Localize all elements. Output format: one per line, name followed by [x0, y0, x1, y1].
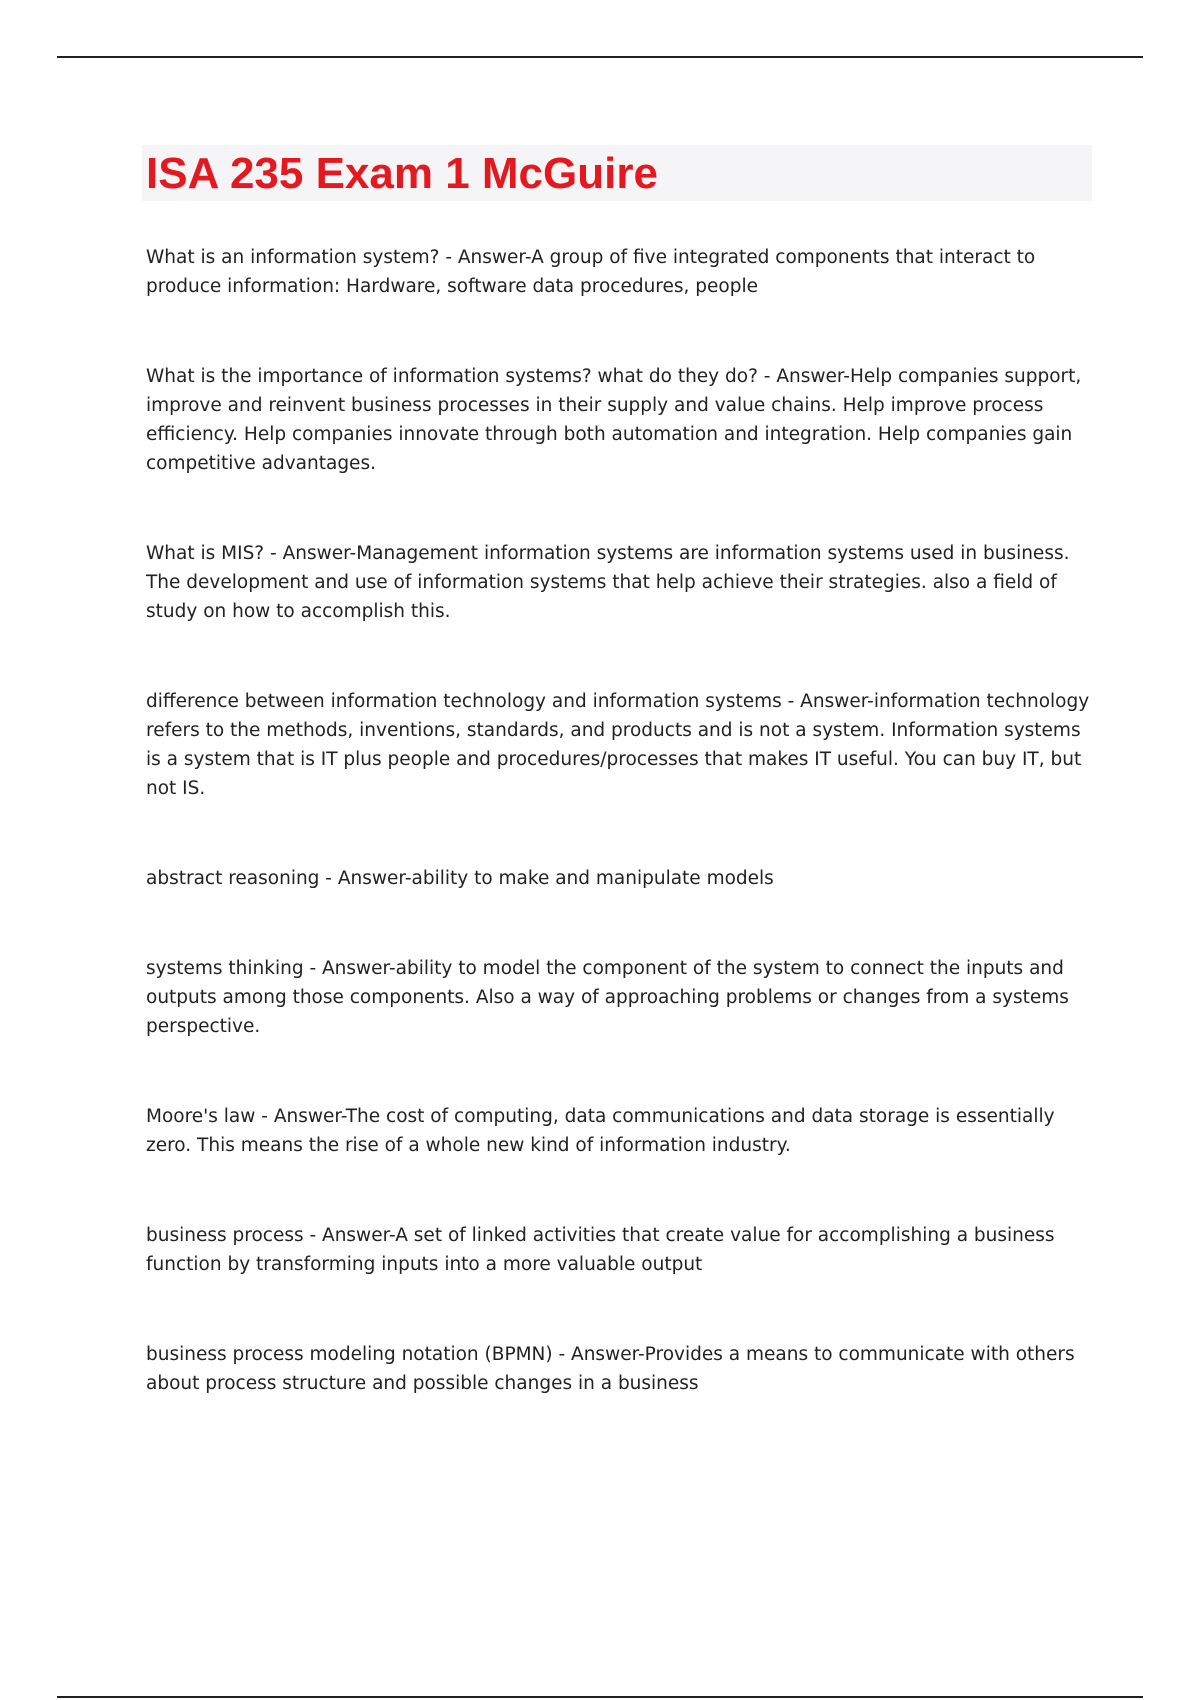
qa-entry-moores-law: Moore's law - Answer-The cost of computing, data communications and data storage is essentially zero. This means the rise of a whole new kind of information industry.	[146, 1106, 1055, 1156]
qa-entry-abstract-reasoning: abstract reasoning - Answer-ability to make and manipulate models	[146, 868, 774, 889]
qa-entry-information-system: What is an information system? - Answer-A group of five integrated components that interact to produce information: Hardware, software data procedures, people	[146, 247, 1036, 297]
top-rule	[57, 56, 1143, 58]
qa-entry-systems-thinking: systems thinking - Answer-ability to model the component of the system to connect the inputs and outputs among those components. Also a way of approaching problems or changes from a systems perspective.	[146, 958, 1069, 1037]
qa-entry-mis: What is MIS? - Answer-Management information systems are information systems used in business. The development and use of information systems that help achieve their strategies. also a field of study on how to accomplish this.	[146, 543, 1070, 622]
qa-entry-it-vs-is: difference between information technology and information systems - Answer-information technology refers to the methods, inventions, standards, and products and is not a system. Information systems is a system that is IT plus people and procedures/processes that makes IT useful. You can buy IT, but not IS.	[146, 691, 1090, 799]
document-title: ISA 235 Exam 1 McGuire	[146, 149, 658, 198]
qa-entry-business-process: business process - Answer-A set of linked activities that create value for accomplishing a business function by transforming inputs into a more valuable output	[146, 1225, 1055, 1275]
qa-entry-importance-of-is: What is the importance of information systems? what do they do? - Answer-Help companies support, improve and reinvent business processes in their supply and value chains. Help improve process efficiency. Help companies innovate through both automation and integration. Help companies gain competitive advantages.	[146, 366, 1082, 474]
qa-list	[146, 243, 1096, 1459]
qa-entry-bpmn: business process modeling notation (BPMN) - Answer-Provides a means to communicate with others about process structure and possible changes in a business	[146, 1344, 1075, 1394]
bottom-rule	[57, 1696, 1143, 1698]
